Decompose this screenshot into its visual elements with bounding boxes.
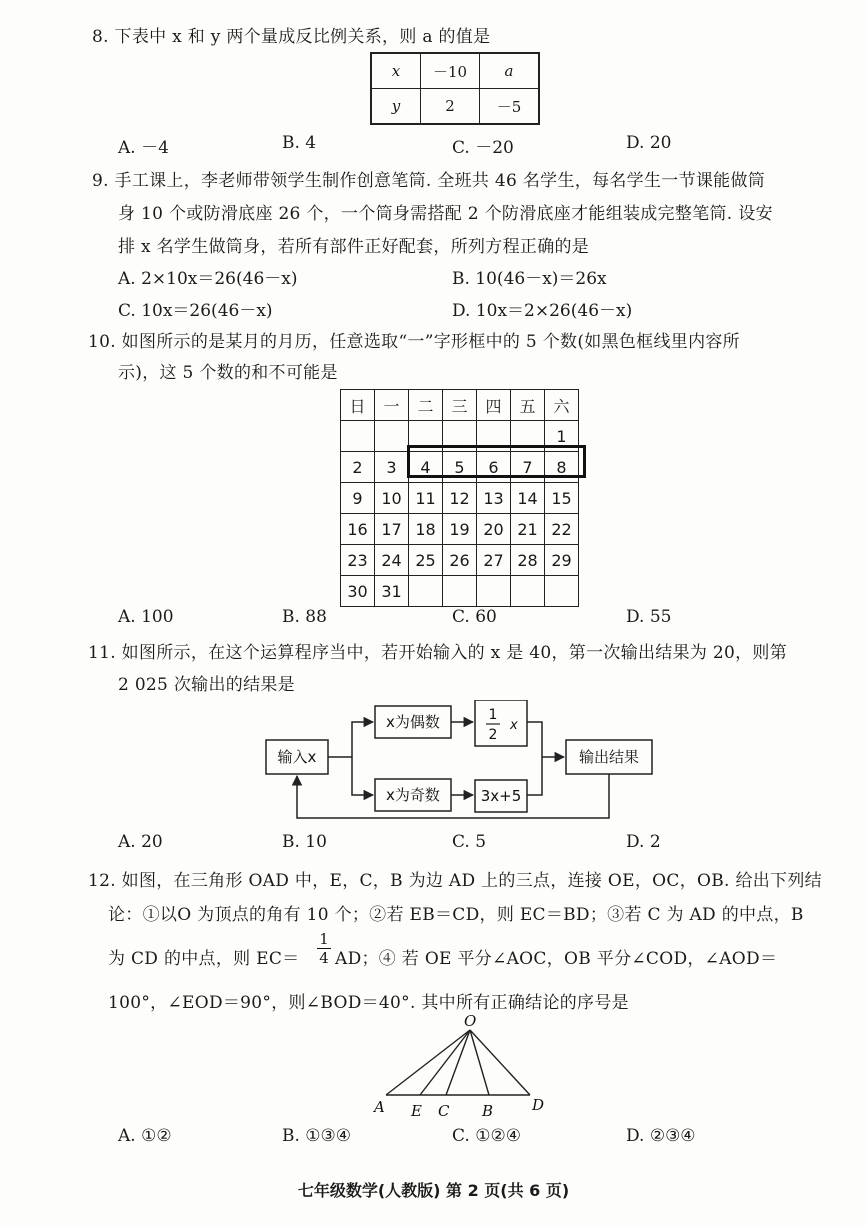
q12-option-c[interactable]: C. ①②④ [452,1126,521,1146]
table-cell: x [371,53,421,89]
label-a: A [374,1098,385,1116]
calendar-day: 29 [545,545,579,576]
calendar-row [341,514,579,545]
q12-fraction [317,930,331,967]
calendar-weekday: 日 [341,390,375,421]
calendar-day: 21 [511,514,545,545]
q9-option-c[interactable]: C. 10x＝26(46－x) [118,301,273,321]
q9-option-d[interactable]: D. 10x＝2×26(46－x) [452,301,633,321]
calendar-day: 7 [511,452,545,483]
calendar-day [341,421,375,452]
label-c: C [438,1102,450,1120]
q12-line-3b: AD；④ 若 OE 平分∠AOC，OB 平分∠COD，∠AOD＝ [335,949,778,969]
calendar-day: 15 [545,483,579,514]
flow-input-label: 输入x [277,748,317,766]
q10-highlight-frame [407,445,586,478]
calendar-day: 19 [443,514,477,545]
calendar-header-row [341,390,579,421]
q12-line-3a: 为 CD 的中点，则 EC＝ [108,949,300,969]
flow-even-label: x为偶数 [386,713,440,731]
q12-option-d[interactable]: D. ②③④ [626,1126,696,1146]
q10-option-a[interactable]: A. 100 [118,607,174,627]
calendar-day: 22 [545,514,579,545]
q10-option-d[interactable]: D. 55 [626,607,672,627]
calendar-weekday: 五 [511,390,545,421]
q12-line-2: 论：①以O 为顶点的角有 10 个；②若 EB＝CD，则 EC＝BD；③若 C 为 AD 的中点，B [108,905,804,925]
calendar-day [375,421,409,452]
calendar-day [477,576,511,607]
calendar-day: 31 [375,576,409,607]
calendar-weekday: 四 [477,390,511,421]
q10-option-c[interactable]: C. 60 [452,607,497,627]
calendar-day: 24 [375,545,409,576]
calendar-row [341,483,579,514]
table-cell: y [371,89,421,125]
flow-half-var: x [510,718,518,733]
q8-option-c[interactable]: C. －20 [452,138,514,158]
calendar-day: 9 [341,483,375,514]
calendar-weekday: 一 [375,390,409,421]
q11-option-c[interactable]: C. 5 [452,832,487,852]
table-cell: －5 [480,89,540,125]
q11-option-d[interactable]: D. 2 [626,832,661,852]
q12-line-4: 100°，∠EOD＝90°，则∠BOD＝40°. 其中所有正确结论的序号是 [108,993,629,1013]
q8-stem: 8. 下表中 x 和 y 两个量成反比例关系，则 a 的值是 [92,27,491,47]
calendar-day: 23 [341,545,375,576]
q9-option-a[interactable]: A. 2×10x＝26(46－x) [118,269,298,289]
calendar-weekday: 二 [409,390,443,421]
table-row [371,89,539,125]
calendar-day: 14 [511,483,545,514]
q8-option-b[interactable]: B. 4 [282,133,317,153]
q10-option-b[interactable]: B. 88 [282,607,327,627]
q9-line-3: 排 x 名学生做筒身，若所有部件正好配套，所列方程正确的是 [118,237,590,257]
table-cell: 2 [421,89,480,125]
calendar-day: 5 [443,452,477,483]
calendar-day: 11 [409,483,443,514]
q12-line-1: 12. 如图，在三角形 OAD 中，E，C，B 为边 AD 上的三点，连接 OE，OC，OB. 给出下列结 [88,871,822,891]
q10-line-2: 示)，这 5 个数的和不可能是 [118,363,338,383]
q11-flowchart [0,700,867,830]
flow-output-label: 输出结果 [578,748,640,766]
half-box [475,700,527,746]
q9-option-b[interactable]: B. 10(46－x)＝26x [452,269,607,289]
q9-line-1: 9. 手工课上，李老师带领学生制作创意笔筒. 全班共 46 名学生，每名学生一节课能做筒 [92,171,766,191]
q11-line-2: 2 025 次输出的结果是 [118,675,295,695]
q9-line-2: 身 10 个或防滑底座 26 个，一个筒身需搭配 2 个防滑底座才能组装成完整笔筒. 设安 [118,204,773,224]
calendar-day [409,576,443,607]
fraction-numerator: 1 [319,930,329,948]
label-o: O [464,1012,477,1030]
calendar-day: 16 [341,514,375,545]
label-e: E [411,1102,422,1120]
q12-option-b[interactable]: B. ①③④ [282,1126,352,1146]
label-d: D [532,1096,545,1114]
page-footer: 七年级数学(人教版) 第 2 页(共 6 页) [297,1181,570,1200]
calendar-day: 8 [545,452,579,483]
calendar-day: 20 [477,514,511,545]
q11-option-a[interactable]: A. 20 [118,832,163,852]
calendar-day: 17 [375,514,409,545]
calendar-day: 1 [545,421,579,452]
q10-calendar [340,389,579,607]
q8-option-d[interactable]: D. 20 [626,133,672,153]
calendar-day: 25 [409,545,443,576]
calendar-day: 13 [477,483,511,514]
calendar-day [443,576,477,607]
q12-triangle-figure [0,1012,867,1122]
calendar-day [545,576,579,607]
calendar-day: 26 [443,545,477,576]
q8-xy-table [370,52,540,125]
calendar-day: 6 [477,452,511,483]
q11-option-b[interactable]: B. 10 [282,832,327,852]
calendar-day [511,576,545,607]
flow-half-den: 2 [488,727,498,743]
calendar-weekday: 三 [443,390,477,421]
table-cell: a [480,53,540,89]
calendar-day: 27 [477,545,511,576]
flow-half-num: 1 [488,707,498,723]
calendar-row [341,545,579,576]
calendar-day: 12 [443,483,477,514]
calendar-day: 2 [341,452,375,483]
fraction-denominator: 4 [317,948,331,967]
label-b: B [482,1102,494,1120]
calendar-row [341,576,579,607]
q11-line-1: 11. 如图所示，在这个运算程序当中，若开始输入的 x 是 40，第一次输出结果为 20，则第 [88,643,788,663]
calendar-day: 4 [409,452,443,483]
calendar-weekday: 六 [545,390,579,421]
calendar-day: 28 [511,545,545,576]
q10-line-1: 10. 如图所示的是某月的月历，任意选取“一”字形框中的 5 个数(如黑色框线里内容所 [88,332,740,352]
q12-option-a[interactable]: A. ①② [118,1126,172,1146]
calendar-day: 10 [375,483,409,514]
flow-odd-op: 3x+5 [480,787,522,805]
table-row [371,53,539,89]
q8-option-a[interactable]: A. －4 [118,138,169,158]
flow-odd-label: x为奇数 [386,786,440,804]
calendar-day: 18 [409,514,443,545]
calendar-day: 30 [341,576,375,607]
calendar-day: 3 [375,452,409,483]
table-cell: －10 [421,53,480,89]
